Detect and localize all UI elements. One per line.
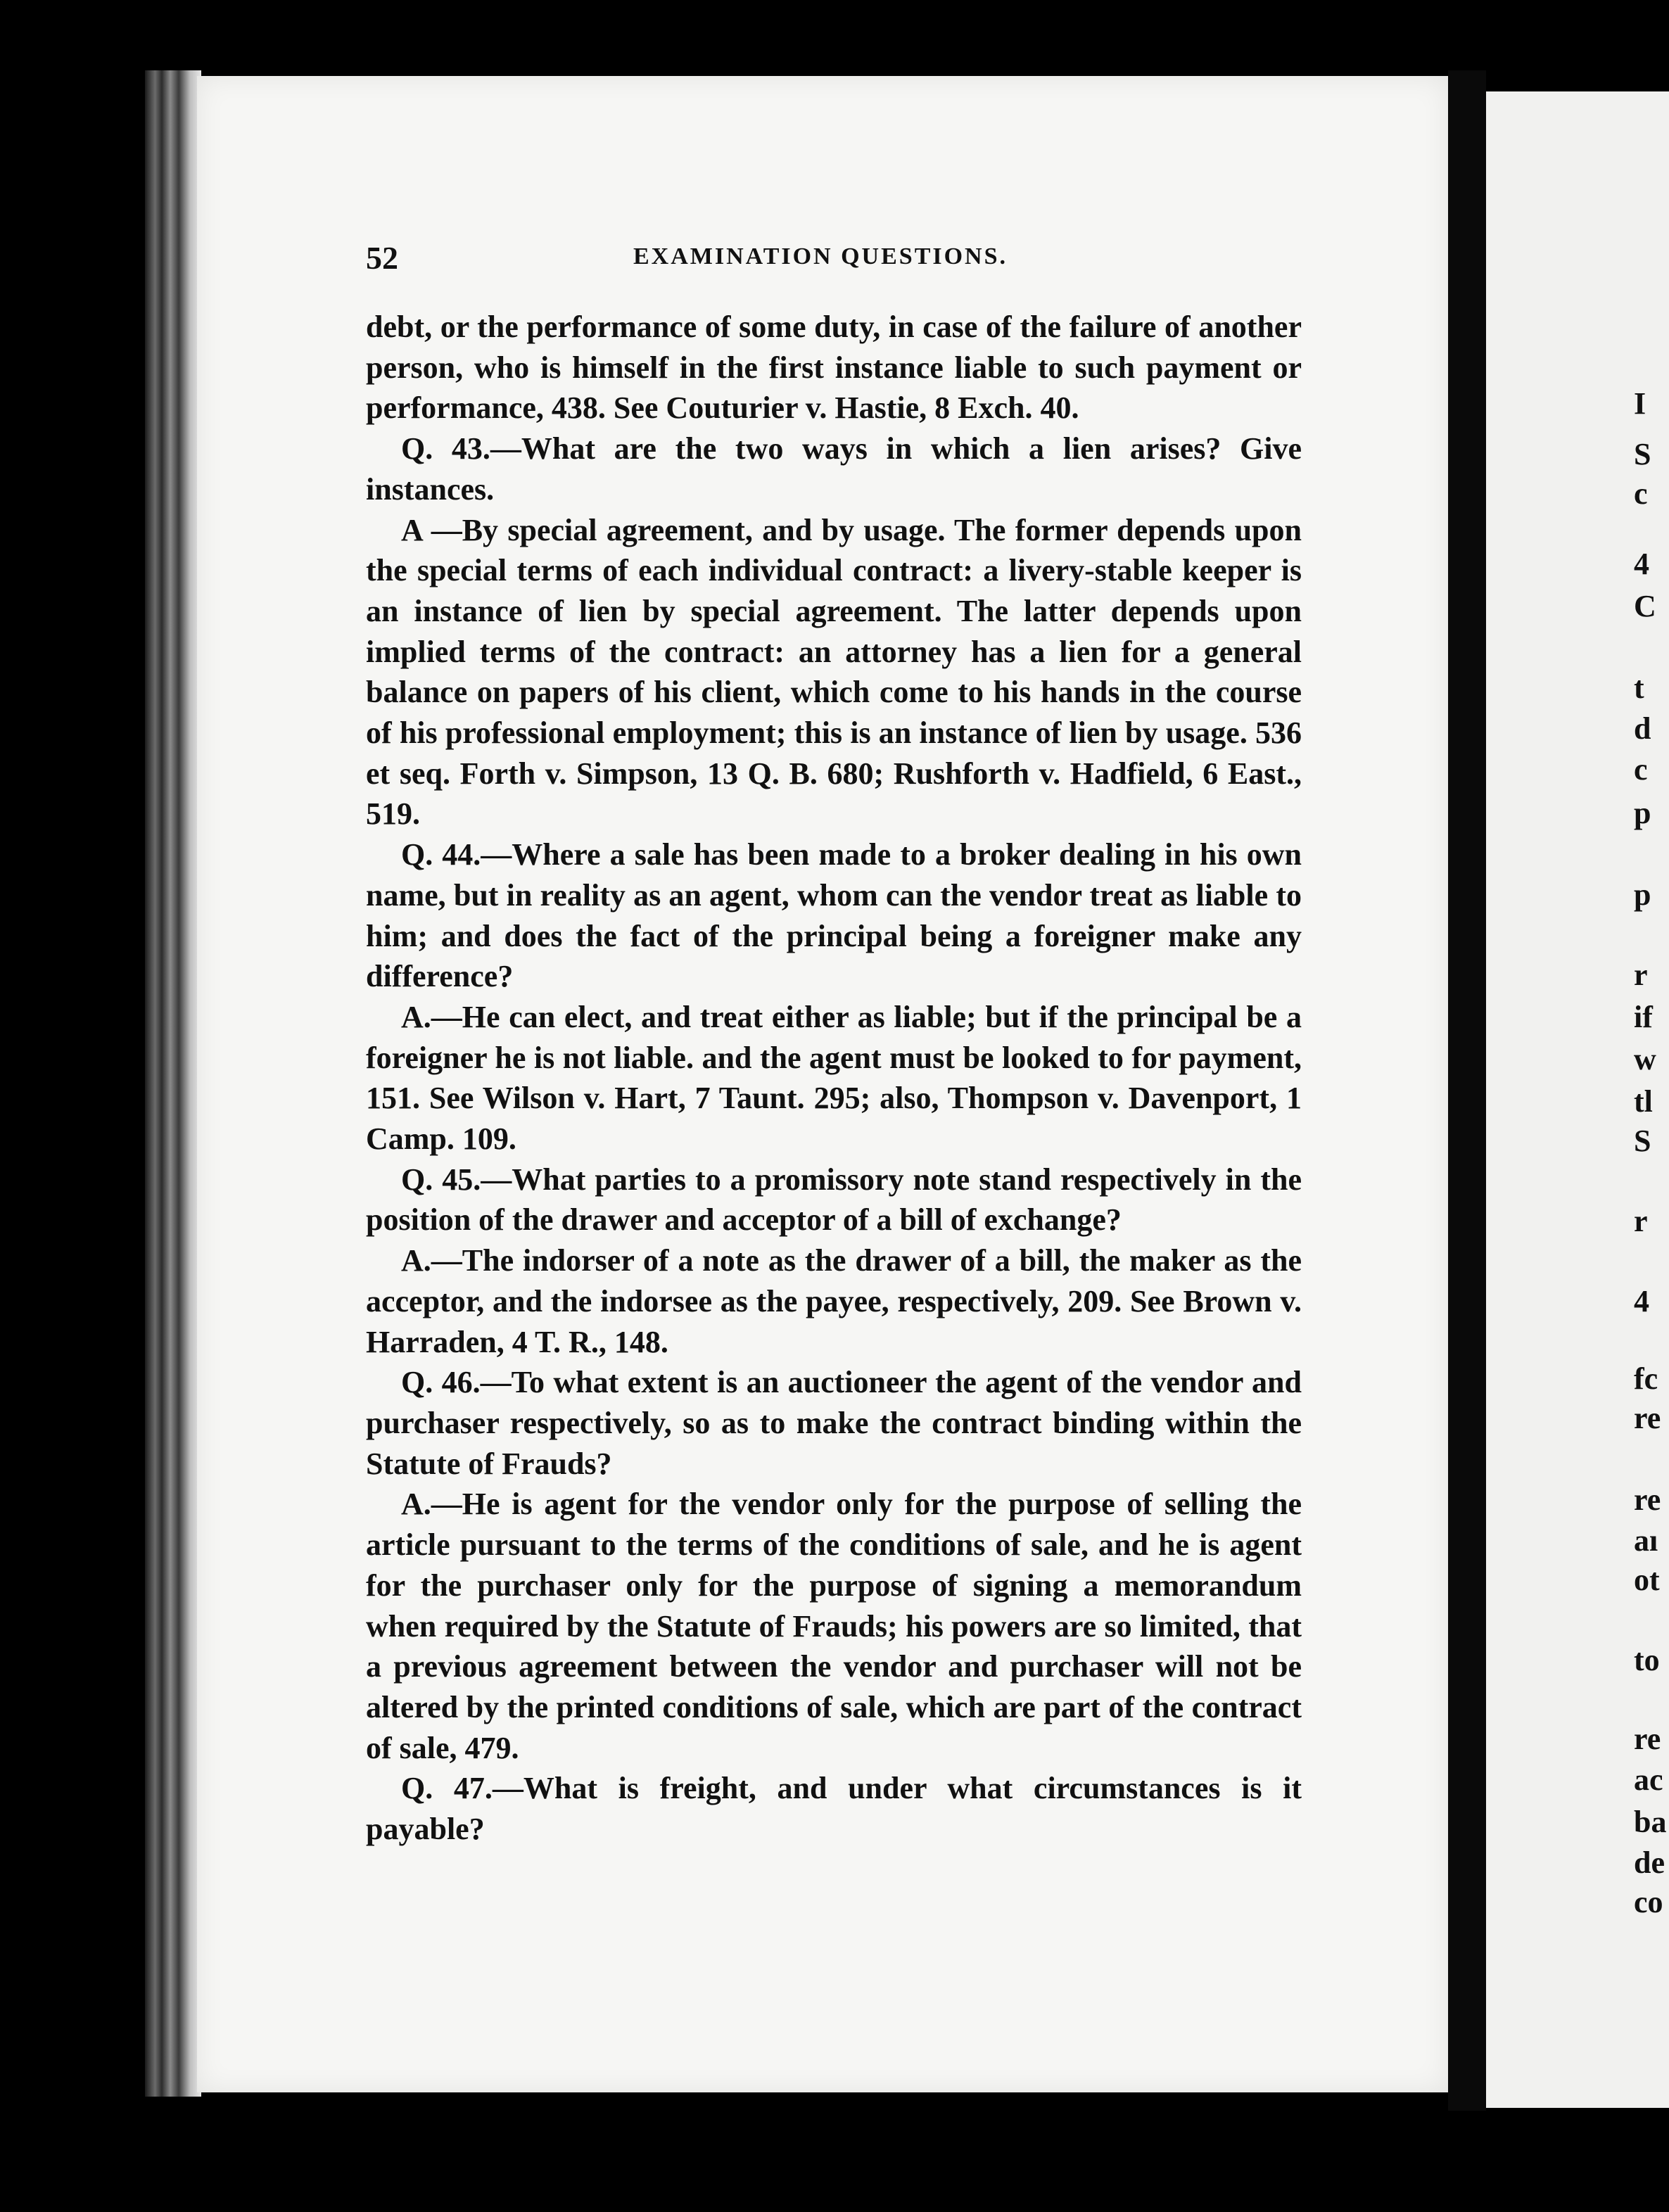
paragraph-continuation: debt, or the performance of some duty, in case of the failure of another person, who is himself in the first instance liable to such payment or performance, 438. See Couturier v. Hastie, 8 Exch. 40.	[366, 310, 1302, 426]
right-page-fragment: w	[1634, 1042, 1656, 1076]
page-number: 52	[366, 240, 398, 276]
right-page-fragment: r	[1634, 958, 1648, 992]
page-gutter	[1448, 70, 1486, 2111]
right-page-fragment: ac	[1634, 1762, 1663, 1797]
right-page-fragment: ot	[1634, 1563, 1660, 1597]
right-page-fragment: aı	[1634, 1523, 1658, 1558]
right-page-fragment: t	[1634, 670, 1644, 705]
right-page-fragment: fc	[1634, 1361, 1658, 1396]
right-page-fragment: 4	[1634, 547, 1649, 581]
right-page-fragment: d	[1634, 711, 1651, 746]
question-47: Q. 47.—What is freight, and under what circumstances is it payable?	[366, 1771, 1302, 1847]
answer-44: A.—He can elect, and treat either as liable; but if the principal be a foreigner he is not liable. and the agent must be looked to for payment, 151. See Wilson v. Hart, 7 Taunt. 295; also, Thompson v. Davenport, 1 Camp. 109.	[366, 999, 1302, 1157]
right-page-fragment: r	[1634, 1204, 1648, 1238]
page-header	[366, 239, 1302, 281]
right-page-fragment: co	[1634, 1885, 1663, 1919]
right-page-fragment: C	[1634, 589, 1656, 623]
right-page-fragment: p	[1634, 796, 1651, 830]
right-page-fragment: p	[1634, 877, 1651, 912]
right-page-fragment: c	[1634, 752, 1648, 787]
question-44: Q. 44.—Where a sale has been made to a broker dealing in his own name, but in reality as an agent, whom can the vendor treat as liable to him; and does the fact of the principal being a foreigner make any difference?	[366, 837, 1302, 994]
running-head: EXAMINATION QUESTIONS.	[633, 243, 1008, 269]
right-page-fragment: 4	[1634, 1284, 1649, 1318]
question-46: Q. 46.—To what extent is an auctioneer the agent of the vendor and purchaser respectively, so as to make the contract binding within the Statute of Frauds?	[366, 1365, 1302, 1481]
right-page-fragment: re	[1634, 1401, 1661, 1435]
right-page-fragment: S	[1634, 437, 1651, 471]
question-43: Q. 43.—What are the two ways in which a lien arises? Give instances.	[366, 431, 1302, 507]
right-page-fragment: re	[1634, 1722, 1661, 1756]
right-page-fragment: tl	[1634, 1084, 1653, 1119]
right-page-fragment: c	[1634, 476, 1648, 511]
right-page-fragment: if	[1634, 1000, 1653, 1034]
answer-45: A.—The indorser of a note as the drawer of a bill, the maker as the acceptor, and the indorsee as the payee, respectively, 209. See Brown v. Harraden, 4 T. R., 148.	[366, 1243, 1302, 1359]
right-page-fragment: S	[1634, 1124, 1651, 1158]
right-page-fragment: to	[1634, 1643, 1660, 1677]
book-binding-edge	[145, 70, 201, 2097]
right-page-fragment: ba	[1634, 1805, 1667, 1839]
body-text	[366, 307, 1302, 1850]
right-page-fragment: de	[1634, 1845, 1665, 1880]
question-45: Q. 45.—What parties to a promissory note stand respectively in the position of the drawer and acceptor of a bill of exchange?	[366, 1162, 1302, 1238]
right-page-fragment: re	[1634, 1482, 1661, 1517]
answer-46: A.—He is agent for the vendor only for the purpose of selling the article pursuant to the terms of the conditions of sale, and he is agent for the purchaser only for the purpose of signing a memorandum when required by the Statute of Frauds; his powers are so limited, that a previous agreement between the vendor and purchaser will not be altered by the printed conditions of sale, which are part of the contract of sale, 479.	[366, 1487, 1302, 1765]
answer-43: A —By special agreement, and by usage. The former depends upon the special terms of each individual contract: a livery-stable keeper is an instance of lien by special agreement. The latter depends upon implied terms of the contract: an attorney has a lien for a general balance on papers of his client, which come to his hands in the course of his professional employment; this is an instance of lien by usage. 536 et seq. Forth v. Simpson, 13 Q. B. 680; Rushforth v. Hadfield, 6 East., 519.	[366, 512, 1302, 832]
right-page-fragment: I	[1634, 386, 1646, 421]
